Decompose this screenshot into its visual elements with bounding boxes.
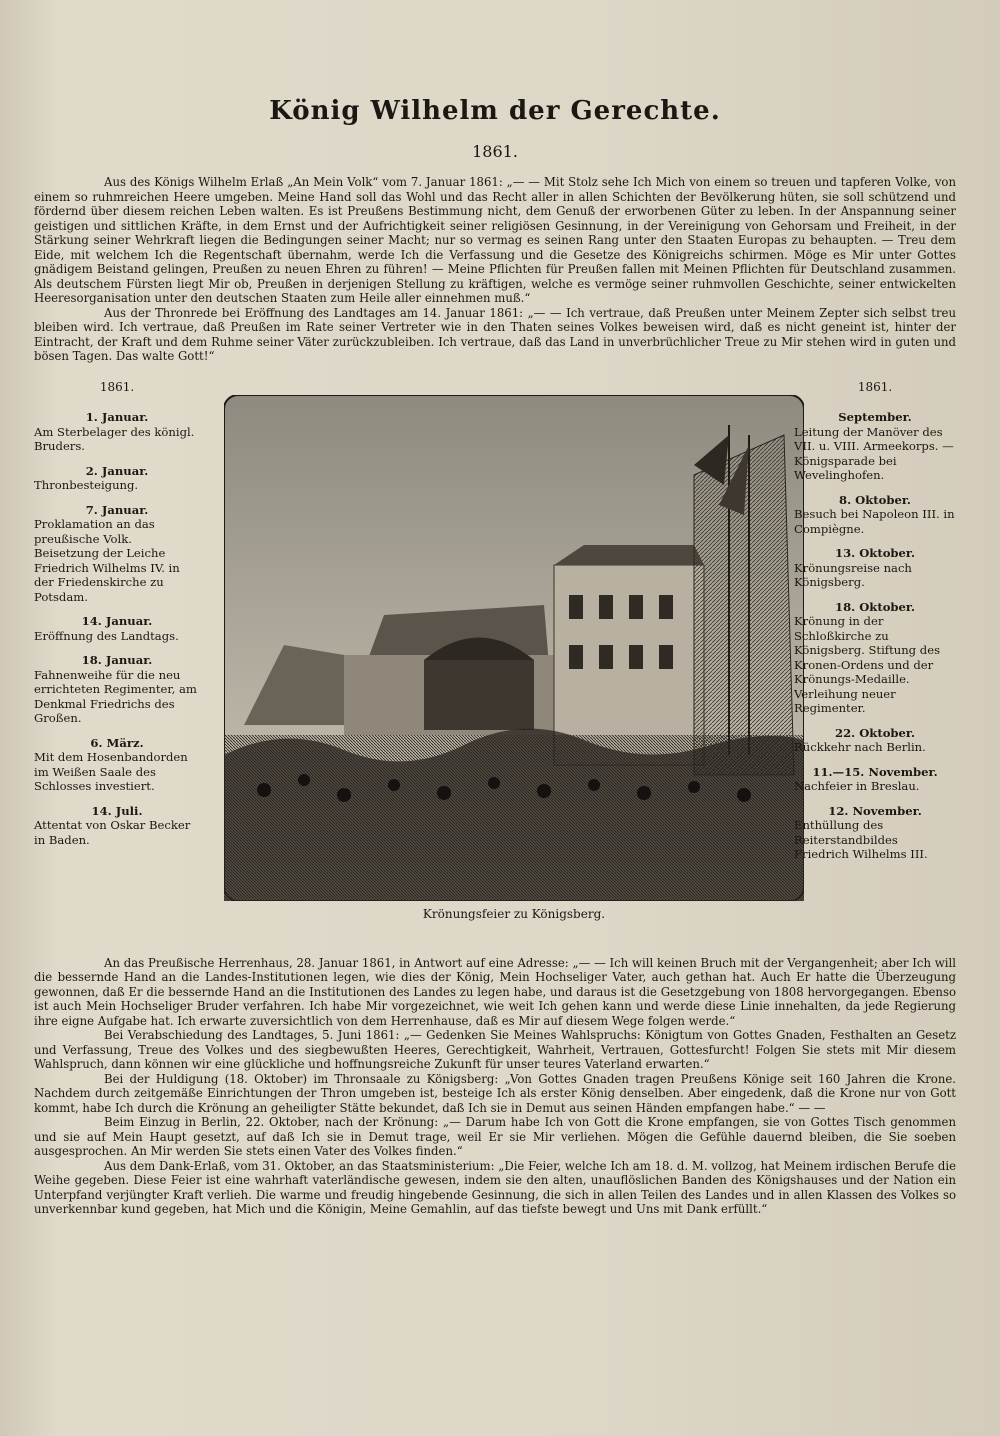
intro-section bbox=[34, 175, 956, 364]
left-column-year: 1861. bbox=[99, 379, 135, 394]
speech-paragraph: Beim Einzug in Berlin, 22. Oktober, nach der Krönung: „— Darum habe Ich von Gott die Krone empfangen, sie von Gottes Tisch genommen und sie auf Mein Haupt gesetzt, auf daß Ich sie in Demut trage, weil Er sie Mir verliehen. Mögen die Gefühle dauernd bleiben, die Sie soeben ausgesprochen. An Mir werden Sie stets einen Vater des Volkes finden.“ bbox=[34, 1115, 956, 1158]
entry-text: Krönung in der Schloßkirche zu Königsberg. Stiftung des Kronen-Ordens und der Krönungs-Medaille. Verleihung neuer Regimenter. bbox=[794, 614, 941, 715]
entry-date: 6. März. bbox=[90, 735, 144, 750]
entry-date: 18. Januar. bbox=[81, 653, 153, 667]
entry-text: Leitung der Manöver des VII. u. VIII. Armeekorps. — Königsparade bei Wevelinghofen. bbox=[794, 424, 954, 482]
entry-date: 11.—15. November. bbox=[812, 764, 938, 779]
intro-paragraph: Aus des Königs Wilhelm Erlaß „An Mein Volk“ vom 7. Januar 1861: „— — Mit Stolz sehe Ich Mich von einem so treuen und tapferen Volke, von einem so ruhmreichen Heere umgeben. Meine Hand soll das Wohl und das Recht aller in allen Schichten der Bevölkerung hüten, sie soll schützend und fördernd über diesem reichen Leben walten. Es ist Preußens Bestimmung nicht, dem Genuß der erworbenen Güter zu leben. In der Anspannung seiner geistigen und sittlichen Kräfte, in dem Ernst und der Aufrichtigkeit seiner religiösen Gesinnung, in der Vereinigung von Gehorsam und Freiheit, in der Stärkung seiner Wehrkraft liegen die Bedingungen seiner Macht; nur so vermag es seinen Rang unter den Staaten Europas zu behaupten. — Treu dem Eide, mit welchem Ich die Regentschaft übernahm, werde Ich die Verfassung und die Gesetze des Königreichs schirmen. Möge es Mir unter Gottes gnädigem Beistand gelingen, Preußen zu neuen Ehren zu führen! — Meine Pflichten für Preußen fallen mit Meinen Pflichten für Deutschland zusammen. Als deutschem Fürsten liegt Mir ob, Preußen in derjenigen Stellung zu kräftigen, welche es vermöge seiner ruhmvollen Geschichte, seiner entwickelten Heeresorganisation unter den deutschen Staaten zum Heile aller einnehmen muß.“ bbox=[34, 175, 956, 305]
speeches-section bbox=[34, 956, 956, 1217]
chronology-entry bbox=[794, 410, 956, 483]
entry-text: Eröffnung des Landtags. bbox=[34, 628, 179, 643]
entry-text: Nachfeier in Breslau. bbox=[794, 779, 920, 793]
speech-paragraph: An das Preußische Herrenhaus, 28. Januar 1861, in Antwort auf eine Adresse: „— — Ich will keinen Bruch mit der Vergangenheit; aber Ich will die bessernde Hand an die Landes-Institutionen legen, wie dies der König, Mein Hochseliger Vater, auch gethan hat. Auch Er hatte die Überzeugung gewonnen, daß Er die bessernde Hand an die Institutionen des Landes zu legen habe, und daraus ist die Gesetzgebung von 1808 hervorgegangen. Ebenso ist auch Mein Hochseliger Bruder verfahren. Ich habe Mir vorgezeichnet, wie weit Ich gehen kann und werde diese Linie innehalten, da jede Regierung ihre eigne Aufgabe hat. Ich erwarte zuversichtlich von dem Herrenhause, daß es Mir auf diesem Wege folgen werde.“ bbox=[34, 955, 956, 1028]
entry-date: 7. Januar. bbox=[85, 502, 149, 517]
entry-text: Thronbesteigung. bbox=[34, 478, 139, 492]
chronology-entry bbox=[34, 410, 200, 454]
chronology-entry bbox=[34, 653, 200, 726]
entry-text: Proklamation an das preußische Volk. Beisetzung der Leiche Friedrich Wilhelms IV. in der Friedenskirche zu Potsdam. bbox=[34, 517, 180, 604]
entry-date: September. bbox=[838, 410, 912, 424]
entry-date: 13. Oktober. bbox=[835, 546, 915, 560]
entry-text: Besuch bei Napoleon III. in Compiègne. bbox=[794, 507, 955, 536]
chronology-entry bbox=[34, 804, 200, 848]
chronology-entry bbox=[794, 546, 956, 590]
chronology-entry bbox=[794, 493, 956, 537]
speech-paragraph: Aus dem Dank-Erlaß, vom 31. Oktober, an das Staatsministerium: „Die Feier, welche Ich am 18. d. M. vollzog, hat Meinem irdischen Berufe die Weihe gegeben. Diese Feier ist eine wahrhaft vaterländische gewesen, indem sie den alten, unauflöslichen Banden des Königshauses und der Nation ein Unterpfand verjüngter Kraft verlieh. Die warme und freudig hingebende Gesinnung, die sich in allen Teilen des Landes und in allen Klassen des Volkes so unverkennbar kund gegeben, hat Mich und die Königin, Meine Gemahlin, auf das tiefste bewegt und Uns mit Dank erfüllt.“ bbox=[34, 1158, 956, 1216]
entry-date: 2. Januar. bbox=[85, 463, 149, 478]
entry-date: 8. Oktober. bbox=[839, 492, 911, 507]
right-column-year: 1861. bbox=[857, 379, 893, 394]
chronology-entry bbox=[794, 804, 956, 862]
entry-date: 14. Januar. bbox=[81, 614, 153, 628]
page-title: König Wilhelm der Gerechte. bbox=[269, 96, 721, 126]
speech-paragraph: Bei Verabschiedung des Landtages, 5. Juni 1861: „— Gedenken Sie Meines Wahlspruchs: Königtum von Gottes Gnaden, Festhalten an Gesetz und Verfassung, Treue des Volkes und des siegbewußten Heeres, Gerechtigkeit, Wahrheit, Vertrauen, Gottesfurcht! Folgen Sie stets mit Mir diesem Wahlspruch, dann können wir eine glückliche und hoffnungsreiche Zukunft für unser teures Vaterland erwarten.“ bbox=[34, 1028, 956, 1071]
coronation-illustration bbox=[224, 395, 804, 925]
chronicle-section bbox=[34, 380, 956, 952]
right-chronology-column bbox=[794, 380, 956, 862]
page-year: 1861. bbox=[472, 142, 518, 161]
intro-paragraph: Aus der Thronrede bei Eröffnung des Landtages am 14. Januar 1861: „— — Ich vertraue, daß Preußen unter Meinem Zepter sich selbst treu bleiben wird. Ich vertraue, daß Preußen im Rate seiner Vertreter wie in den Thaten seines Volkes beweisen wird, daß es nicht geneint ist, hinter der Eintracht, der Kraft und dem Ruhme seiner Väter zurückzubleiben. Ich vertraue, daß das Land in unverbrüchlicher Treue zu Mir stehen wird in guten und bösen Tagen. Das walte Gott!“ bbox=[34, 305, 956, 363]
speech-paragraph: Bei der Huldigung (18. Oktober) im Thronsaale zu Königsberg: „Von Gottes Gnaden tragen Preußens Könige seit 160 Jahren die Krone. Nachdem durch zeitgemäße Einrichtungen der Thron umgeben ist, besteige Ich als erster König denselben. Aber eingedenk, daß die Krone nur von Gott kommt, habe Ich durch die Krönung an geheiligter Stätte bekundet, daß Ich sie in Demut aus seinen Händen empfangen habe.“ — — bbox=[34, 1071, 956, 1115]
entry-date: 12. November. bbox=[828, 803, 922, 818]
entry-date: 1. Januar. bbox=[85, 410, 149, 424]
entry-text: Enthüllung des Reiterstandbildes Friedrich Wilhelms III. bbox=[794, 818, 928, 861]
entry-text: Mit dem Hosenbandorden im Weißen Saale des Schlosses investiert. bbox=[34, 750, 188, 793]
entry-date: 14. Juli. bbox=[91, 803, 143, 818]
entry-date: 18. Oktober. bbox=[835, 599, 915, 614]
chronology-entry bbox=[794, 726, 956, 755]
entry-text: Rückkehr nach Berlin. bbox=[794, 740, 926, 754]
entry-text: Fahnenweihe für die neu errichteten Regimenter, am Denkmal Friedrichs des Großen. bbox=[34, 667, 197, 725]
entry-text: Attentat von Oskar Becker in Baden. bbox=[34, 818, 191, 847]
chronology-entry bbox=[34, 503, 200, 605]
chronology-entry bbox=[794, 600, 956, 716]
entry-date: 22. Oktober. bbox=[835, 725, 915, 740]
chronology-entry bbox=[794, 765, 956, 794]
chronology-entry bbox=[34, 736, 200, 794]
entry-text: Krönungsreise nach Königsberg. bbox=[794, 560, 912, 589]
engraving-image bbox=[224, 395, 804, 901]
chronology-entry bbox=[34, 614, 200, 643]
entry-text: Am Sterbelager des königl. Bruders. bbox=[34, 424, 195, 453]
chronology-entry bbox=[34, 464, 200, 493]
illustration-caption: Krönungsfeier zu Königsberg. bbox=[422, 906, 606, 921]
left-chronology-column bbox=[34, 380, 200, 848]
